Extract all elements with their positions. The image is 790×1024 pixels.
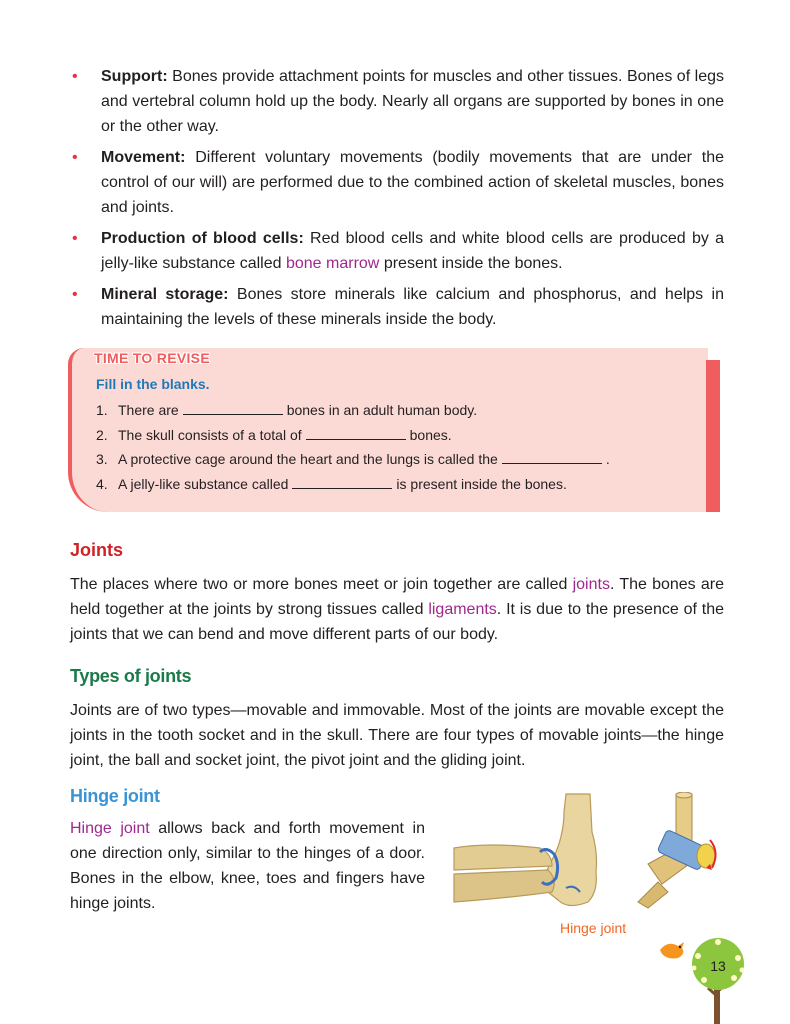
item-text: The skull consists of a total of <box>118 426 302 443</box>
fill-blank[interactable] <box>502 451 602 464</box>
revise-item <box>96 425 696 450</box>
bird-icon <box>658 936 690 962</box>
bullet-term: Production of blood cells: <box>101 230 304 247</box>
bullet-dot: • <box>72 68 78 85</box>
item-text: A jelly-like substance called <box>118 475 289 492</box>
item-text: There are <box>118 402 179 418</box>
bullet-dot: • <box>72 149 78 166</box>
revise-list <box>96 400 696 498</box>
bullet-term: Support: <box>101 68 168 85</box>
fill-blank[interactable] <box>292 476 392 489</box>
elbow-bones-image <box>454 794 597 906</box>
heading-types-of-joints: Types of joints <box>70 666 192 686</box>
bullet-term: Mineral storage: <box>101 286 229 303</box>
types-paragraph: Joints are of two types—movable and immovable. Most of the joints are movable except the joints in the tooth socket and in the skull. There are four types of movable joints—the hinge joint, the ball and socket joint, the pivot joint and the gliding joint. <box>70 702 724 769</box>
bullet-term: Movement: <box>101 149 186 166</box>
bullet-movement <box>70 145 724 220</box>
heading-hinge-joint: Hinge joint <box>70 786 160 806</box>
keyword-ligaments: ligaments <box>428 601 497 618</box>
revise-item <box>96 400 696 425</box>
bullet-dot: • <box>72 286 78 303</box>
heading-joints: Joints <box>70 540 124 560</box>
bullet-support <box>70 64 724 139</box>
time-to-revise-box <box>68 348 720 512</box>
item-number: 3. <box>96 451 108 467</box>
item-text: . <box>605 451 610 467</box>
para-text: The places where two or more bones meet or join together are called <box>70 576 568 593</box>
keyword-joints: joints <box>572 576 610 593</box>
fill-blank[interactable] <box>306 427 406 440</box>
hinge-paragraph <box>70 816 425 916</box>
bullet-text: present inside the bones. <box>383 255 563 272</box>
bullet-list <box>70 64 724 338</box>
page-number: 13 <box>710 958 726 974</box>
keyword-bone-marrow: bone marrow <box>285 255 380 272</box>
bullet-blood-cells <box>70 226 724 276</box>
item-text: A protective cage around the heart and the lungs is called the <box>118 451 498 467</box>
bullet-dot: • <box>72 230 78 247</box>
bullet-text: Different voluntary movements (bodily movements that are under the control of our will) are performed due to the combined action of skeletal muscles, bones and joints. <box>101 149 724 216</box>
hinge-joint-illustration <box>448 792 724 910</box>
bullet-text: Red blood cells and white blood cells are produced by a jelly-like substance called <box>101 230 724 272</box>
keyword-hinge-joint: Hinge joint <box>70 820 150 837</box>
item-number: 1. <box>96 402 108 418</box>
item-text: is present inside the bones. <box>396 475 567 492</box>
para-text: . The bones are held together at the joints by strong tissues called <box>70 576 725 618</box>
item-number: 2. <box>96 426 108 443</box>
fill-blank[interactable] <box>183 402 283 415</box>
joints-paragraph <box>70 572 724 647</box>
revise-item <box>96 474 696 499</box>
revise-instruction: Fill in the blanks. <box>96 376 210 392</box>
bullet-text: Bones store minerals like calcium and phosphorus, and helps in maintaining the levels of these minerals inside the body. <box>101 286 724 328</box>
revise-item <box>96 449 696 474</box>
bullet-mineral-storage <box>70 282 724 332</box>
figure-caption: Hinge joint <box>560 920 627 936</box>
para-text: allows back and forth movement in one direction only, similar to the hinges of a door. Bones in the elbow, knee, toes and fingers have hinge joints. <box>70 820 425 912</box>
revise-side-bar <box>706 360 720 512</box>
tree-icon <box>688 936 748 1024</box>
item-text: bones. <box>409 426 452 443</box>
item-text: bones in an adult human body. <box>286 402 478 418</box>
hinge-model-image <box>638 792 716 908</box>
para-text: . It is due to the presence of the joints that we can bend and move different parts of our body. <box>70 601 724 643</box>
item-number: 4. <box>96 475 108 492</box>
revise-tag: TIME TO REVISE <box>94 350 210 366</box>
bullet-text: Bones provide attachment points for muscles and other tissues. Bones of legs and vertebral column hold up the body. Nearly all organs are supported by bones in one or the other way. <box>101 68 724 135</box>
